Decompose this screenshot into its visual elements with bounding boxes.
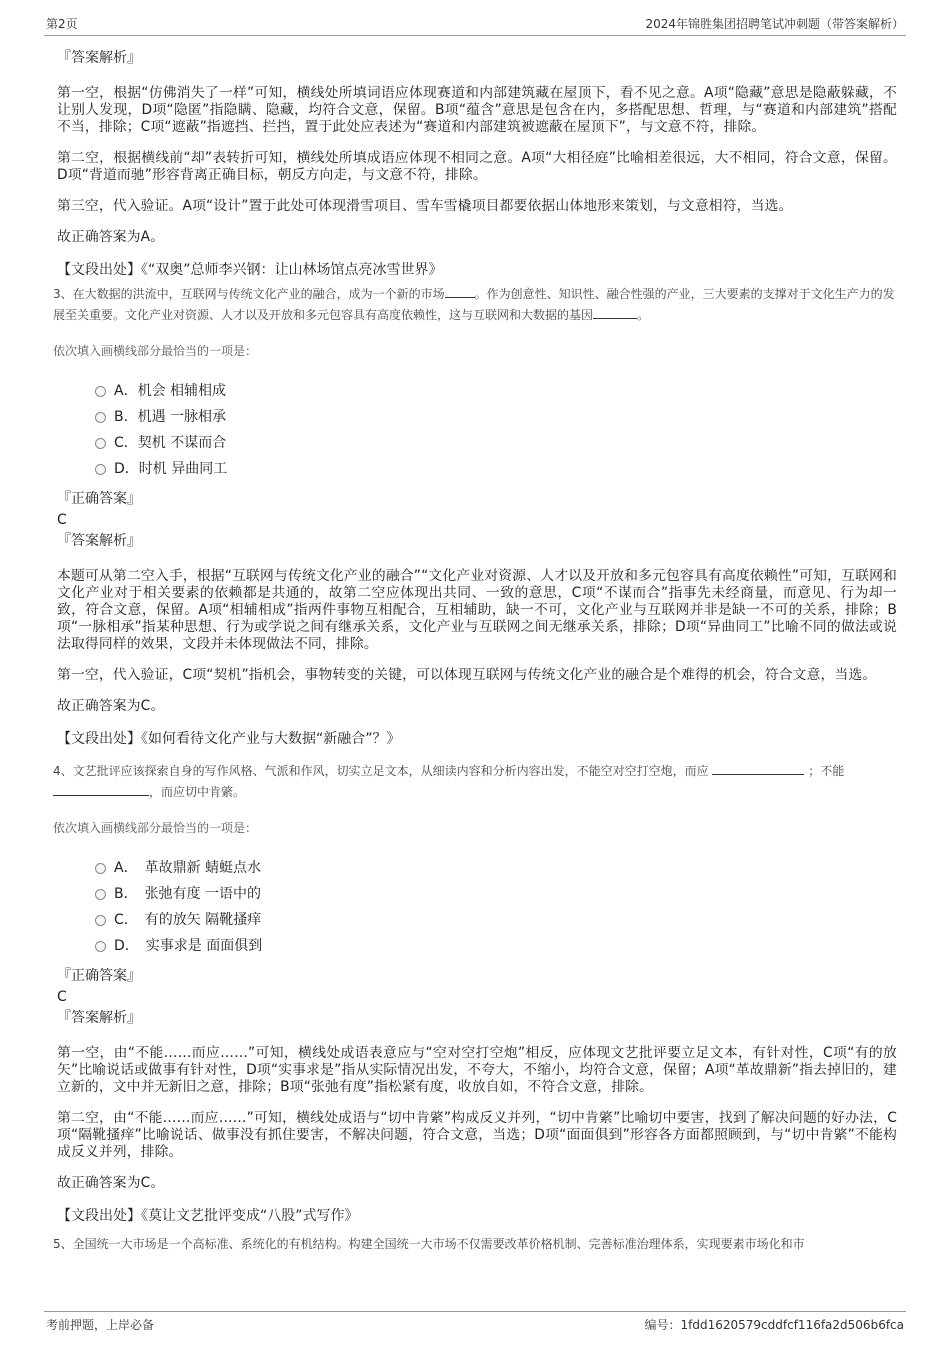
page-number: 第2页: [46, 17, 78, 31]
q3-answer: C: [57, 512, 67, 528]
option-label: D． 实事求是 面面俱到: [114, 938, 263, 954]
q4-option-c[interactable]: [95, 907, 897, 933]
q3-option-b[interactable]: [95, 404, 897, 430]
q3-correct-label: 『正确答案』: [57, 491, 141, 507]
q3-analysis-para: 第一空，代入验证，C项“契机”指机会，事物转变的关键，可以体现互联网与传统文化产业的融合是个难得的机会，符合文意，当选。: [57, 667, 877, 683]
q3-options: [95, 378, 897, 482]
source-title: 《如何看待文化产业与大数据“新融合”？》: [141, 731, 401, 747]
code-value: 1fdd1620579cddfcf116fa2d506b6fca: [680, 1318, 904, 1332]
q4-correct-label: 『正确答案』: [57, 968, 141, 984]
radio-icon[interactable]: [95, 863, 106, 874]
source-title: 《莫让文艺批评变成“八股”式写作》: [141, 1208, 359, 1224]
q2-analysis-para: 第三空，代入验证。A项“设计”置于此处可体现滑雪项目、雪车雪橇项目都要依据山体地形来策划，与文意相符，当选。: [57, 198, 793, 214]
stem-text: ；不能: [808, 764, 845, 778]
stem-text: 。: [637, 308, 650, 322]
q4-source: [57, 1206, 897, 1226]
q4-section: [53, 761, 897, 1226]
footer-slogan: 考前押题，上岸必备: [46, 1318, 155, 1332]
q4-analysis-para: 第二空，由“不能……而应……”可知，横线处成语与“切中肯綮”构成反义并列，“切中肯綮”比喻切中要害，找到了解决问题的好办法，C项“隔靴搔痒”比喻说话、做事没有抓住要害，不解决问题，符合文意，当选；D项“面面俱到”形容各方面都照顾到，与“切中肯綮”不能构成反义并列，排除。: [57, 1110, 897, 1160]
q4-analysis-para: 第一空，由“不能……而应……”可知，横线处成语表意应与“空对空打空炮”相反，应体现文艺批评要立足文本，有针对性，C项“有的放矢”比喻说话或做事有针对性，D项“实事求是”指从实际情况出发，不夸大，不缩小，均符合文意，保留；A项“革故鼎新”指去掉旧的，建立新的，文中并无新旧之意，排除；B项“张弛有度”指松紧有度，收放自如，不符合文意，排除。: [57, 1045, 897, 1095]
q4-prompt: 依次填入画横线部分最恰当的一项是：: [53, 821, 258, 835]
option-label: B．机遇 一脉相承: [114, 409, 227, 425]
blank-line: [445, 285, 475, 298]
q5-section: [53, 1234, 897, 1255]
stem-text: 4、文艺批评应该探索自身的写作风格、气派和作风，切实立足文本，从细读内容和分析内容出发，不能空对空打空炮，而应: [53, 764, 709, 778]
radio-icon[interactable]: [95, 941, 106, 952]
option-label: C．契机 不谋而合: [114, 435, 227, 451]
q3-option-c[interactable]: [95, 430, 897, 456]
option-label: A． 革故鼎新 蜻蜓点水: [114, 860, 262, 876]
q2-analysis-label: 『答案解析』: [57, 50, 141, 66]
blank-line: [53, 783, 149, 796]
q3-prompt: 依次填入画横线部分最恰当的一项是：: [53, 344, 258, 358]
radio-icon[interactable]: [95, 915, 106, 926]
q3-analysis-para: 本题可从第二空入手，根据“互联网与传统文化产业的融合”“文化产业对资源、人才以及开放和多元包容具有高度依赖性”可知，互联网和文化产业对于相关要素的依赖都是共通的，故第二空应体现出共同、一致的意思，C项“不谋而合”指事先未经商量，而意见、行为却一致，符合文意，保留。A项“相辅相成”指两件事物互相配合，互相辅助，缺一不可，文化产业与互联网并非是缺一不可的关系，排除；B项“一脉相承”指某种思想、行为或学说之间有继承关系，文化产业与互联网之间无继承关系，排除；D项“异曲同工”比喻不同的做法或说法取得同样的效果，文段并未体现做法不同，排除。: [57, 568, 897, 652]
page-footer: [44, 1311, 906, 1334]
q4-answer-line: 故正确答案为C。: [57, 1175, 165, 1191]
stem-text: 。作为创意性、知识性、融合性强的产业，三大要素的支撑对于文化生产力的发展至关重要。文化产业对资源、人才以及开放和多元包容具有高度依赖性，这与互联网和大数据的基因: [53, 287, 895, 322]
stem-text: 3、在大数据的洪流中，互联网与传统文化产业的融合，成为一个新的市场: [53, 287, 445, 301]
radio-icon[interactable]: [95, 464, 106, 475]
source-label: 【文段出处】: [57, 731, 141, 747]
radio-icon[interactable]: [95, 412, 106, 423]
q3-source: [57, 729, 897, 749]
q2-section: [57, 47, 897, 280]
q4-options: [95, 855, 897, 959]
q4-option-b[interactable]: [95, 881, 897, 907]
q4-option-a[interactable]: [95, 855, 897, 881]
radio-icon[interactable]: [95, 386, 106, 397]
option-label: D．时机 异曲同工: [114, 461, 228, 477]
q2-source: [57, 260, 897, 280]
option-label: C． 有的放矢 隔靴搔痒: [114, 912, 262, 928]
document-title: 2024年锦胜集团招聘笔试冲刺题（带答案解析）: [645, 17, 904, 31]
q4-stem: [53, 761, 897, 803]
q4-analysis-label: 『答案解析』: [57, 1010, 141, 1026]
q2-analysis-para: 第一空，根据“仿佛消失了一样”可知，横线处所填词语应体现赛道和内部建筑藏在屋顶下，看不见之意。A项“隐藏”意思是隐蔽躲藏，不让别人发现，D项“隐匿”指隐瞒、隐藏，均符合文意，保留。B项“蕴含”意思是包含在内，多搭配思想、哲理，与“赛道和内部建筑”搭配不当，排除；C项“遮蔽”指遮挡、拦挡，置于此处应表述为“赛道和内部建筑被遮蔽在屋顶下”，与文意不符，排除。: [57, 85, 897, 135]
blank-line: [712, 762, 804, 775]
q2-analysis-para: 第二空，根据横线前“却”表转折可知，横线处所填成语应体现不相同之意。A项“大相径庭”比喻相差很远，大不相同，符合文意，保留。D项“背道而驰”形容背离正确目标，朝反方向走，与文意不符，排除。: [57, 150, 897, 183]
option-label: A．机会 相辅相成: [114, 383, 227, 399]
q4-answer: C: [57, 989, 67, 1005]
q3-section: [53, 284, 897, 749]
source-label: 【文段出处】: [57, 262, 141, 278]
q2-answer-line: 故正确答案为A。: [57, 229, 165, 245]
option-label: B． 张弛有度 一语中的: [114, 886, 262, 902]
radio-icon[interactable]: [95, 438, 106, 449]
q3-analysis-label: 『答案解析』: [57, 533, 141, 549]
blank-line: [593, 306, 637, 319]
stem-text: ，而应切中肯綮。: [149, 785, 246, 799]
q3-option-d[interactable]: [95, 456, 897, 482]
q4-option-d[interactable]: [95, 933, 897, 959]
radio-icon[interactable]: [95, 889, 106, 900]
q3-stem: [53, 284, 897, 326]
q3-answer-line: 故正确答案为C。: [57, 698, 165, 714]
page-content: [53, 44, 897, 1255]
source-label: 【文段出处】: [57, 1208, 141, 1224]
document-code: [645, 1316, 905, 1333]
q5-stem: 5、全国统一大市场是一个高标准、系统化的有机结构。构建全国统一大市场不仅需要改革价格机制、完善标准治理体系，实现要素市场化和市: [53, 1237, 805, 1251]
q3-option-a[interactable]: [95, 378, 897, 404]
page-header: [44, 13, 906, 36]
code-label: 编号：: [644, 1318, 681, 1332]
source-title: 《“双奥”总师李兴钢：让山林场馆点亮冰雪世界》: [141, 262, 443, 278]
